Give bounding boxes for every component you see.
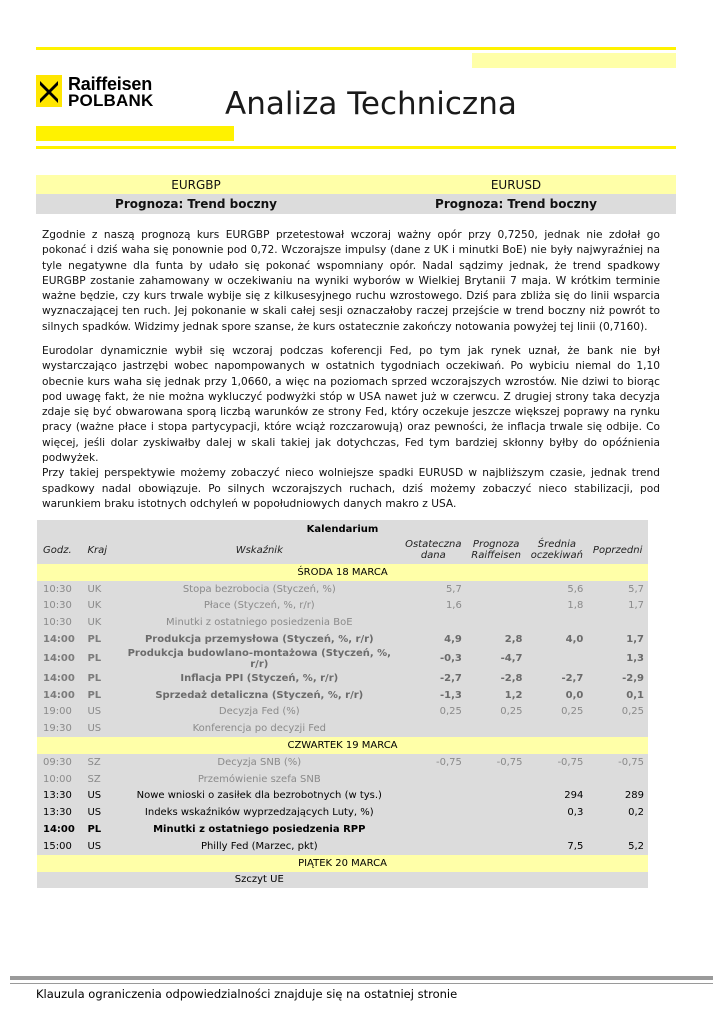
event-forecast (466, 788, 527, 805)
event-indicator: Płace (Styczeń, %, r/r) (203, 600, 315, 612)
event-country: PL (87, 672, 102, 684)
event-forecast: 0,25 (500, 706, 523, 718)
event-time: 09:30 (43, 756, 72, 768)
event-actual (401, 788, 466, 805)
event-consensus (526, 872, 587, 889)
disclaimer-note: Klauzula ograniczenia odpowiedzialności znajduje się na ostatniej stronie (36, 987, 458, 1001)
event-time (37, 872, 83, 889)
event-time: 14:00 (43, 672, 75, 684)
event-consensus: 5,6 (567, 583, 584, 595)
event-consensus: 4,0 (565, 634, 584, 646)
event-forecast (466, 720, 527, 737)
event-country: UK (87, 617, 102, 629)
calendar-event-row (37, 771, 648, 788)
event-time: 13:30 (43, 807, 72, 819)
event-forecast (466, 598, 527, 615)
header-indicator: Wskaźnik (235, 544, 283, 556)
event-forecast (466, 838, 527, 855)
pair-eurusd: EURUSD (490, 177, 542, 192)
event-actual: -1,3 (439, 689, 462, 701)
calendar-event-row (37, 648, 648, 670)
event-actual: 4,9 (444, 634, 462, 646)
event-forecast: -2,8 (500, 672, 523, 684)
event-time: 19:00 (43, 706, 72, 718)
event-country: PL (87, 634, 102, 646)
calendar-day-label: CZWARTEK 19 MARCA (37, 737, 648, 754)
event-consensus: -2,7 (561, 672, 584, 684)
event-forecast (466, 872, 527, 889)
event-indicator: Inflacja PPI (Styczeń, %, r/r) (180, 672, 339, 684)
forecast-eurusd: Prognoza: Trend boczny (435, 197, 597, 211)
event-time: 19:30 (43, 723, 72, 735)
event-indicator: Konferencja po decyzji Fed (192, 723, 326, 735)
logo-brand-line1: Raiffeisen (68, 74, 153, 94)
calendar-table (37, 520, 648, 888)
event-consensus: 0,0 (565, 689, 584, 701)
event-previous: 5,7 (628, 583, 644, 595)
event-consensus (526, 771, 587, 788)
event-previous: 1,3 (626, 653, 644, 665)
logo-icon (36, 75, 62, 107)
event-country: PL (87, 653, 102, 665)
event-indicator: Minutki z ostatniego posiedzenia RPP (153, 824, 366, 836)
event-indicator: Indeks wskaźników wyprzedzających Luty, %) (144, 807, 374, 819)
event-actual: 1,6 (445, 600, 462, 612)
event-actual: 5,7 (445, 583, 462, 595)
event-actual (401, 614, 466, 631)
header-consensus: Średnia oczekiwań (530, 539, 584, 561)
top-rule (36, 47, 676, 50)
event-country: UK (87, 600, 102, 612)
event-consensus: 294 (564, 790, 584, 802)
header-actual: Ostateczna dana (405, 539, 462, 561)
event-previous: 289 (624, 790, 644, 802)
header-time: Godz. (43, 544, 72, 556)
event-time: 10:00 (43, 773, 72, 785)
page-title: Analiza Techniczna (225, 86, 517, 122)
event-forecast: 1,2 (504, 689, 523, 701)
pair-forecast-row (36, 194, 676, 214)
event-consensus (526, 720, 587, 737)
event-previous: 0,2 (628, 807, 644, 819)
event-time: 14:00 (43, 824, 75, 836)
event-previous: 0,1 (626, 689, 644, 701)
event-previous (587, 771, 648, 788)
event-consensus: 0,25 (561, 706, 584, 718)
calendar-title: Kalendarium (306, 523, 379, 535)
forecast-eurgbp: Prognoza: Trend boczny (115, 197, 277, 211)
calendar-day-row (37, 564, 648, 581)
calendar-event-row (37, 631, 648, 648)
pair-names-row (36, 175, 676, 194)
event-consensus: 0,3 (567, 807, 584, 819)
event-forecast: -0,75 (496, 756, 523, 768)
event-country: US (87, 790, 102, 802)
event-forecast (466, 821, 527, 838)
event-country: UK (87, 583, 102, 595)
event-indicator: Nowe wnioski o zasiłek dla bezrobotnych (w tys.) (136, 790, 382, 802)
event-previous: 1,7 (626, 634, 644, 646)
event-previous: -0,75 (618, 756, 644, 768)
calendar-event-row (37, 821, 648, 838)
event-forecast (466, 614, 527, 631)
paragraph: Eurodolar dynamicznie wybił się wczoraj podczas koferencji Fed, po tym jak rynek uznał, że bank nie był wystarczająco jastrzębi wobec napompowanych w ostatnich tygodniach oczekiwań. Po wybiciu niemal do 1,10 obecnie kurs waha się jednak przy 1,0660, a więc na poziomach sprzed wczorajszych wzrostów. Nie dziwi to biorąc pod uwagę fakt, że nie można wykluczyć podwyżki stóp w USA nawet już w czerwcu. Z drugiej strony taka decyzja zdaje się być obwarowana sporą liczbą warunków ze strony Fed, który oczekuje jeszcze większej poprawy na rynku pracy (ważne płace i stopa partycypacji, które wciąż rozczarowują) oraz pewności, że inflacja trwale się odbije. Co więcej, jeśli dolar zyskiwałby dalej w skali takiej jak dotychczas, Fed tym bardziej skłonny byłby do opóźnienia podwyżek. (42, 345, 660, 465)
calendar-event-row (37, 687, 648, 704)
currency-pairs (36, 175, 676, 214)
calendar-event-row (37, 614, 648, 631)
event-actual (401, 720, 466, 737)
calendar-day-label: ŚRODA 18 MARCA (37, 564, 648, 581)
event-actual (401, 838, 466, 855)
event-country: SZ (87, 756, 101, 768)
event-time: 10:30 (43, 617, 72, 629)
event-time: 13:30 (43, 790, 72, 802)
event-indicator: Philly Fed (Marzec, pkt) (200, 840, 318, 852)
event-indicator: Stopa bezrobocia (Styczeń, %) (182, 583, 336, 595)
header-previous: Poprzedni (592, 544, 643, 556)
header-country: Kraj (87, 544, 108, 556)
event-actual: 0,25 (439, 706, 462, 718)
footer-rule (10, 976, 713, 980)
calendar-event-row (37, 838, 648, 855)
event-indicator: Decyzja Fed (%) (218, 706, 300, 718)
top-right-accent (472, 53, 676, 68)
eurusd-analysis (42, 344, 660, 512)
calendar-body (37, 564, 648, 888)
event-forecast (466, 771, 527, 788)
event-previous (587, 614, 648, 631)
paragraph: Zgodnie z naszą prognozą kurs EURGBP przetestował wczoraj ważny opór przy 0,7250, jednak nie zdołał go pokonać i dziś waha się ponownie pod 0,72. Wczorajsze impulsy (dane z UK i minutki BoE) nie były najwyraźniej na tyle negatywne dla funta by udało się pokonać wspomniany opór. Nadal sądzimy jednak, że trend spadkowy EURGBP zostanie zahamowany w oczekiwaniu na wyniki wyborów w Wielkiej Brytanii 7 maja. W krótkim terminie ważne będzie, czy kurs trwale wybije się z kilkusesyjnego ruchu wzrostowego. Dziś para zbliża się do linii wsparcia wyznaczającej ten ruch. Jej pokonanie w skali całej sesji oznaczałoby raczej przejście w trend boczny niż powrót to silnych spadków. Widzimy jednak spore szanse, że kurs ostatecznie zakończy notowania powyżej tej linii (0,7160). (42, 229, 660, 333)
event-time: 14:00 (43, 689, 75, 701)
event-consensus: 7,5 (567, 840, 584, 852)
event-indicator: Produkcja budowlano-montażowa (Styczeń, %, r/r) (127, 647, 391, 670)
event-indicator: Sprzedaż detaliczna (Styczeń, %, r/r) (155, 689, 364, 701)
left-accent-bar (36, 126, 234, 141)
calendar-event-row (37, 598, 648, 615)
event-indicator: Minutki z ostatniego posiedzenia BoE (166, 617, 353, 629)
calendar-event-row (37, 670, 648, 687)
event-time: 14:00 (43, 634, 75, 646)
logo-brand-line2: POLBANK (68, 91, 154, 110)
event-country: SZ (87, 773, 101, 785)
calendar-day-row (37, 737, 648, 754)
event-actual: -2,7 (439, 672, 462, 684)
calendar-event-row (37, 581, 648, 598)
header-bottom-rule (36, 146, 676, 149)
event-consensus: 1,8 (567, 600, 584, 612)
event-actual: -0,3 (439, 653, 462, 665)
pair-eurgbp: EURGBP (171, 177, 221, 192)
eurgbp-analysis (42, 228, 660, 335)
calendar-event-row (37, 788, 648, 805)
event-time: 10:30 (43, 583, 72, 595)
event-country: PL (87, 689, 102, 701)
event-actual (401, 771, 466, 788)
footer-rule-thin (10, 983, 713, 984)
calendar-day-label: PIĄTEK 20 MARCA (37, 855, 648, 872)
calendar-event-row (37, 804, 648, 821)
event-previous (587, 872, 648, 889)
event-country (83, 872, 117, 889)
event-previous (587, 821, 648, 838)
event-actual (401, 872, 466, 889)
event-country: US (87, 840, 102, 852)
event-previous: 1,7 (628, 600, 644, 612)
event-time: 10:30 (43, 600, 72, 612)
event-previous: -2,9 (622, 672, 644, 684)
event-forecast (466, 581, 527, 598)
event-consensus (526, 614, 587, 631)
event-actual (401, 821, 466, 838)
calendar-event-row (37, 704, 648, 721)
event-time: 14:00 (43, 653, 75, 665)
event-actual (401, 804, 466, 821)
event-country: PL (87, 824, 102, 836)
event-country: US (87, 723, 102, 735)
event-country: US (87, 706, 102, 718)
calendar-event-row (37, 872, 648, 889)
event-previous: 0,25 (621, 706, 644, 718)
event-actual: -0,75 (435, 756, 462, 768)
event-time: 15:00 (43, 840, 72, 852)
event-consensus (526, 648, 587, 670)
event-previous (587, 720, 648, 737)
event-consensus: -0,75 (557, 756, 584, 768)
event-forecast: 2,8 (504, 634, 523, 646)
event-forecast (466, 804, 527, 821)
calendar-event-row (37, 754, 648, 771)
paragraph: Przy takiej perspektywie możemy zobaczyć nieco wolniejsze spadki EURUSD w najbliższym czasie, jednak trend spadkowy nadal obowiązuje. Po silnych wczorajszych ruchach, dziś możemy zobaczyć nieco stabilizacji, pod warunkiem braku istotnych odchyleń w popołudniowych danych makro z USA. (42, 467, 660, 510)
event-forecast: -4,7 (500, 653, 523, 665)
event-consensus (526, 821, 587, 838)
event-indicator: Szczyt UE (234, 874, 284, 886)
event-indicator: Decyzja SNB (%) (217, 756, 302, 768)
event-indicator: Produkcja przemysłowa (Styczeń, %, r/r) (144, 634, 374, 646)
event-previous: 5,2 (628, 840, 644, 852)
calendar-event-row (37, 720, 648, 737)
calendar-day-row (37, 855, 648, 872)
event-indicator: Przemówienie szefa SNB (197, 773, 321, 785)
header-forecast: Prognoza Raiffeisen (471, 539, 521, 561)
event-country: US (87, 807, 102, 819)
